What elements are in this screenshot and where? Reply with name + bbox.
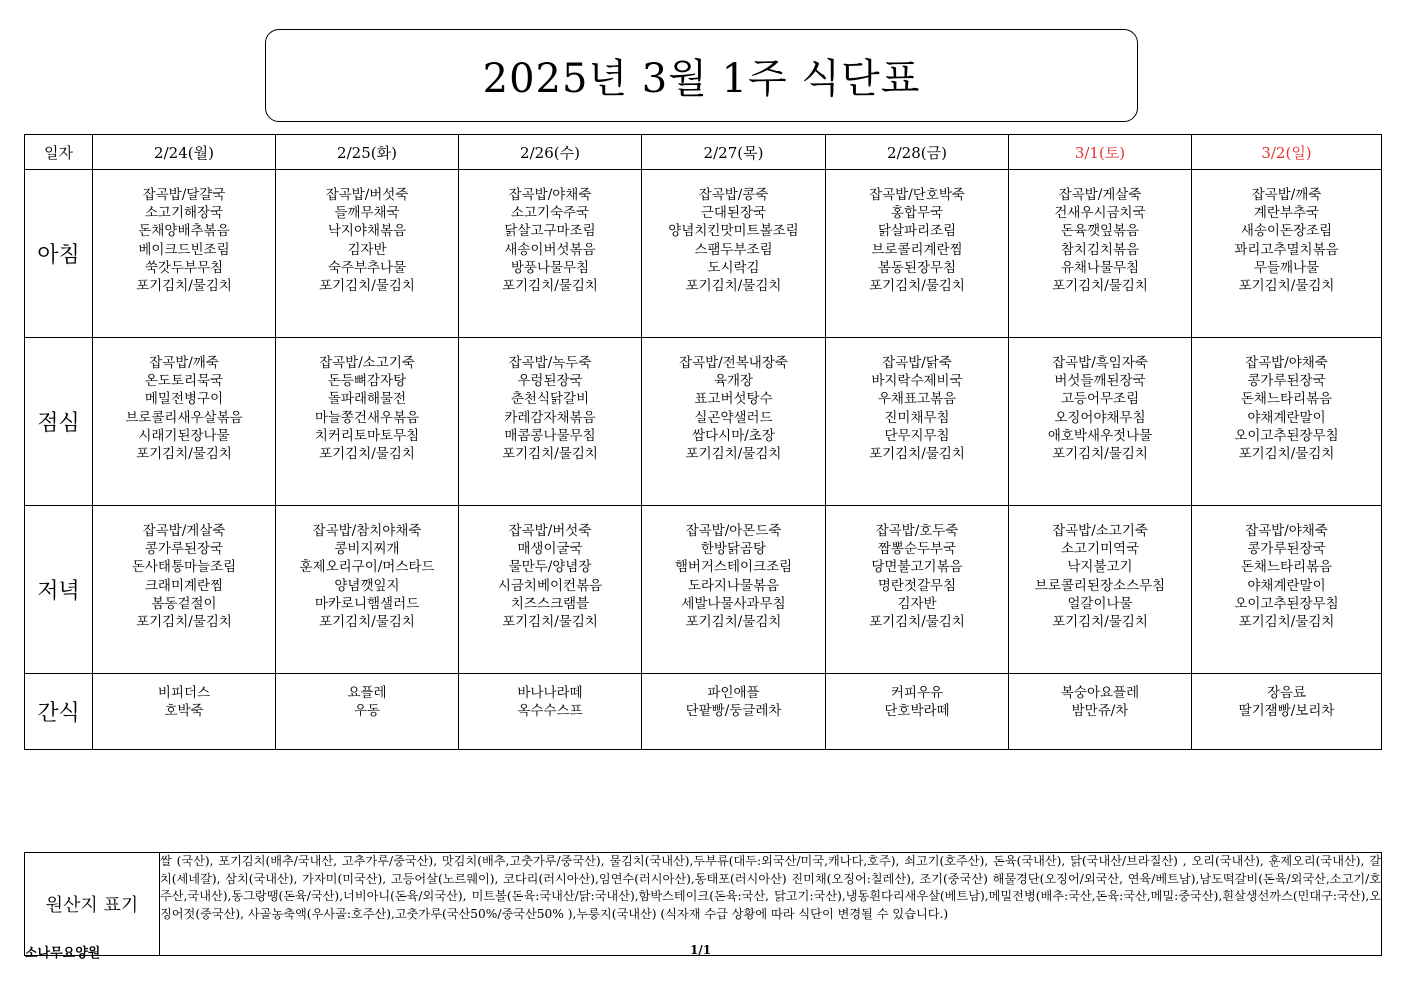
menu-item: 잡곡밥/깨죽 xyxy=(1251,187,1322,203)
header-row xyxy=(25,135,1382,170)
date-header-label: 일자 xyxy=(25,135,93,170)
menu-item: 포기김치/물김치 xyxy=(319,446,415,463)
snack-item: 단호박라떼 xyxy=(884,703,950,720)
menu-cell xyxy=(1009,170,1192,338)
menu-item: 잡곡밥/녹두죽 xyxy=(508,355,592,371)
menu-item: 잡곡밥/게살죽 xyxy=(142,523,226,539)
day-header: 2/26(수) xyxy=(459,135,642,170)
menu-cell xyxy=(642,338,826,506)
menu-item: 얼갈이나물 xyxy=(1067,595,1133,612)
menu-item: 물만두/양념장 xyxy=(508,559,592,576)
menu-item: 잡곡밥/참치야채죽 xyxy=(312,523,422,539)
menu-cell xyxy=(826,338,1009,506)
snack-cell xyxy=(276,674,459,750)
menu-item: 포기김치/물김치 xyxy=(502,446,598,463)
menu-cell xyxy=(1192,338,1382,506)
menu-item: 돈채양배추볶음 xyxy=(138,223,230,240)
menu-item: 소고기숙주국 xyxy=(510,205,590,222)
meal-row xyxy=(25,170,1382,338)
menu-item: 숙주부추나물 xyxy=(327,259,407,276)
snack-cell xyxy=(642,674,826,750)
menu-item: 잡곡밥/야채죽 xyxy=(1245,355,1328,371)
menu-item: 김자반 xyxy=(897,595,937,612)
menu-item: 포기김치/물김치 xyxy=(685,278,782,295)
snack-cell xyxy=(93,674,276,750)
menu-item: 잡곡밥/야채죽 xyxy=(508,187,592,203)
day-header: 3/1(토) xyxy=(1009,135,1192,170)
menu-item: 쌈다시마/초장 xyxy=(692,427,775,444)
menu-item: 우채표고볶음 xyxy=(877,391,957,408)
menu-item: 바지락수제비국 xyxy=(871,373,963,390)
menu-item: 돈사태통마늘조림 xyxy=(131,559,237,576)
menu-item: 베이크드빈조림 xyxy=(138,241,230,258)
origin-text: 쌀 (국산), 포기김치(배추/국내산, 고추가루/중국산), 맛김치(배추,고춧가루/중국산), 물김치(국내산),두부류(대두:외국산/미국,캐나다,호주), 쇠고기(호주산), 돈육(국내산), 닭(국내산/브라질산) , 오리(국내산), 훈제오리(국내산), 갈치(세네갈), 삼치(국내산), 가자미(미국산), 고등어살(노르웨이), 코다리(러시아산),임연수(러시아산),동태포(러시아산) 진미채(오징어:칠레산), 조기(중국산) 해물경단(오징어/외국산, 연육/베트남),남도떡갈비(돈육/외국산,소고기/호주산,국내산),동그랑땡(돈육/국산),너비아니(돈육/외국산), 미트볼(돈육:국내산/닭:국내산),함박스테이크(돈육:국산, 닭고기:국산),냉동흰다리새우살(베트남),메밀전병(배추:국산,돈육:국산,메밀:중국산),흰살생선까스(민대구:국산),오징어젓(중국산), 사골농축액(우사골:호주산),고춧가루(국산50%/중국산50% ),누룽지(국내산) (식자재 수급 상황에 따라 식단이 변경될 수 있습니다.) xyxy=(160,853,1382,956)
menu-item: 방풍나물무침 xyxy=(510,259,590,276)
menu-item: 도라지나물볶음 xyxy=(687,577,780,594)
meal-label: 아침 xyxy=(25,170,93,338)
menu-item: 포기김치/물김치 xyxy=(319,614,415,631)
snack-item: 비피더스 xyxy=(157,685,211,701)
menu-item: 치커리토마토무침 xyxy=(314,427,420,444)
snack-item: 장음료 xyxy=(1266,685,1307,701)
menu-item: 포기김치/물김치 xyxy=(319,278,415,295)
menu-item: 매생이굴국 xyxy=(517,541,583,558)
menu-item: 브로콜리새우살볶음 xyxy=(125,409,243,426)
menu-item: 잡곡밥/콩죽 xyxy=(698,187,769,203)
menu-item: 닭살고구마조림 xyxy=(504,223,596,240)
menu-item: 마카로니햄샐러드 xyxy=(314,595,420,612)
menu-item: 오이고추된장무침 xyxy=(1234,595,1339,612)
snack-label: 간식 xyxy=(25,674,93,750)
menu-item: 봄동겉절이 xyxy=(151,595,217,612)
menu-item: 단무지무침 xyxy=(884,427,950,444)
menu-cell xyxy=(1009,506,1192,674)
menu-item: 잡곡밥/버섯죽 xyxy=(325,187,409,203)
menu-item: 건새우시금치국 xyxy=(1054,205,1146,222)
title-box xyxy=(265,29,1138,122)
menu-item: 낙지불고기 xyxy=(1067,559,1133,576)
snack-item: 복숭아요플레 xyxy=(1060,685,1140,701)
menu-cell xyxy=(459,506,642,674)
menu-item: 매콤콩나물무침 xyxy=(504,427,596,444)
snack-item: 딸기잼빵/보리차 xyxy=(1238,703,1335,720)
meal-row xyxy=(25,338,1382,506)
day-header: 2/28(금) xyxy=(826,135,1009,170)
menu-item: 닭살파리조림 xyxy=(877,223,957,240)
menu-cell xyxy=(276,170,459,338)
menu-item: 표고버섯탕수 xyxy=(694,391,773,408)
footer-page-number: 1/1 xyxy=(690,943,712,957)
menu-item: 오이고추된장무침 xyxy=(1234,427,1339,444)
menu-cell xyxy=(826,506,1009,674)
meal-plan-table xyxy=(24,134,1382,750)
meal-row xyxy=(25,506,1382,674)
snack-item: 옥수수스프 xyxy=(517,703,583,720)
menu-item: 스팸두부조림 xyxy=(694,241,773,258)
menu-item: 새송이버섯볶음 xyxy=(504,241,596,258)
menu-item: 봄동된장무침 xyxy=(877,259,957,276)
menu-item: 양념깻잎지 xyxy=(334,577,400,594)
footer-org-name: 소나무요양원 xyxy=(25,946,101,961)
menu-item: 포기김치/물김치 xyxy=(869,446,965,463)
menu-item: 브로콜리된장소스무침 xyxy=(1034,577,1166,594)
snack-cell xyxy=(459,674,642,750)
menu-item: 꽈리고추멸치볶음 xyxy=(1234,241,1339,258)
snack-cell xyxy=(826,674,1009,750)
menu-item: 소고기미역국 xyxy=(1060,541,1140,558)
menu-item: 쑥갓두부무침 xyxy=(144,259,224,276)
menu-item: 무들깨나물 xyxy=(1253,259,1320,276)
menu-item: 진미채무침 xyxy=(884,409,950,426)
snack-row xyxy=(25,674,1382,750)
menu-item: 잡곡밥/닭죽 xyxy=(882,355,952,371)
menu-item: 포기김치/물김치 xyxy=(869,278,965,295)
menu-item: 포기김치/물김치 xyxy=(136,446,232,463)
menu-item: 짬뽕순두부국 xyxy=(877,541,957,558)
menu-item: 콩가루된장국 xyxy=(1247,373,1326,390)
menu-cell xyxy=(1009,338,1192,506)
snack-item: 요플레 xyxy=(347,685,387,701)
menu-item: 포기김치/물김치 xyxy=(1052,446,1148,463)
menu-item: 메밀전병구이 xyxy=(144,391,224,408)
menu-item: 브로콜리계란찜 xyxy=(871,241,963,258)
menu-cell xyxy=(642,170,826,338)
origin-label: 원산지 표기 xyxy=(25,853,160,956)
menu-item: 양념치킨맛미트볼조림 xyxy=(668,223,799,240)
snack-item: 단팥빵/둥글레차 xyxy=(685,703,782,720)
menu-item: 명란젓갈무침 xyxy=(877,577,957,594)
menu-item: 세발나물사과무침 xyxy=(681,595,786,612)
menu-item: 야채계란말이 xyxy=(1247,577,1326,594)
menu-item: 치즈스크램블 xyxy=(510,595,590,612)
menu-item: 포기김치/물김치 xyxy=(685,446,782,463)
menu-item: 포기김치/물김치 xyxy=(1052,278,1148,295)
menu-cell xyxy=(93,506,276,674)
snack-item: 파인애플 xyxy=(707,685,760,701)
menu-item: 잡곡밥/흑임자죽 xyxy=(1052,355,1148,371)
menu-item: 잡곡밥/소고기죽 xyxy=(319,355,415,371)
menu-item: 계란부추국 xyxy=(1253,205,1320,222)
menu-item: 포기김치/물김치 xyxy=(685,614,782,631)
menu-item: 햄버거스테이크조림 xyxy=(674,559,793,576)
menu-cell xyxy=(276,338,459,506)
menu-item: 잡곡밥/아몬드죽 xyxy=(685,523,782,539)
menu-item: 잡곡밥/전복내장죽 xyxy=(679,355,788,371)
menu-item: 당면불고기볶음 xyxy=(871,559,963,576)
snack-item: 호박죽 xyxy=(164,703,204,720)
meal-label: 저녁 xyxy=(25,506,93,674)
menu-item: 잡곡밥/단호박죽 xyxy=(869,187,965,203)
menu-item: 시금치베이컨볶음 xyxy=(497,577,603,594)
menu-cell xyxy=(93,338,276,506)
snack-item: 커피우유 xyxy=(890,685,944,701)
menu-item: 포기김치/물김치 xyxy=(136,278,232,295)
menu-item: 들깨무채국 xyxy=(334,205,400,222)
menu-item: 포기김치/물김치 xyxy=(869,614,965,631)
menu-item: 유채나물무침 xyxy=(1060,259,1140,276)
menu-item: 콩비지찌개 xyxy=(334,541,400,558)
menu-cell xyxy=(1192,170,1382,338)
menu-item: 포기김치/물김치 xyxy=(1238,278,1335,295)
menu-item: 실곤약샐러드 xyxy=(694,409,773,426)
menu-item: 콩가루된장국 xyxy=(1247,541,1326,558)
menu-item: 홍합무국 xyxy=(890,205,944,222)
snack-item: 우동 xyxy=(353,703,381,720)
menu-item: 마늘쫑건새우볶음 xyxy=(314,409,420,426)
menu-item: 고등어무조림 xyxy=(1060,391,1140,408)
menu-item: 낙지야채볶음 xyxy=(327,223,407,240)
menu-item: 잡곡밥/달걀국 xyxy=(142,187,226,203)
origin-row xyxy=(25,853,1382,956)
menu-item: 포기김치/물김치 xyxy=(502,614,598,631)
snack-item: 바나나라떼 xyxy=(517,685,583,701)
menu-item: 훈제오리구이/머스타드 xyxy=(299,559,435,576)
menu-item: 도시락김 xyxy=(707,259,760,276)
menu-item: 잡곡밥/야채죽 xyxy=(1245,523,1328,539)
meal-label: 점심 xyxy=(25,338,93,506)
menu-item: 돈채느타리볶음 xyxy=(1240,391,1333,408)
menu-item: 우렁된장국 xyxy=(517,373,583,390)
menu-item: 포기김치/물김치 xyxy=(1052,614,1148,631)
snack-item: 밤만쥬/차 xyxy=(1071,703,1129,720)
page-title: 2025년 3월 1주 식단표 xyxy=(482,56,921,102)
day-header: 2/27(목) xyxy=(642,135,826,170)
menu-item: 포기김치/물김치 xyxy=(502,278,598,295)
menu-item: 포기김치/물김치 xyxy=(1238,446,1335,463)
menu-item: 시래기된장나물 xyxy=(138,427,230,444)
menu-item: 포기김치/물김치 xyxy=(1238,614,1335,631)
snack-cell xyxy=(1009,674,1192,750)
menu-item: 잡곡밥/소고기죽 xyxy=(1052,523,1148,539)
menu-item: 한방닭곰탕 xyxy=(700,541,767,558)
day-header: 2/25(화) xyxy=(276,135,459,170)
menu-cell xyxy=(459,338,642,506)
menu-item: 잡곡밥/깨죽 xyxy=(149,355,219,371)
menu-item: 육개장 xyxy=(713,373,754,390)
menu-item: 포기김치/물김치 xyxy=(136,614,232,631)
menu-cell xyxy=(276,506,459,674)
menu-cell xyxy=(1192,506,1382,674)
menu-item: 소고기해장국 xyxy=(144,205,224,222)
menu-item: 근대된장국 xyxy=(700,205,767,222)
menu-item: 버섯들깨된장국 xyxy=(1054,373,1146,390)
menu-item: 카레감자채볶음 xyxy=(504,409,596,426)
menu-item: 콩가루된장국 xyxy=(144,541,224,558)
menu-item: 잡곡밥/게살죽 xyxy=(1058,187,1142,203)
menu-item: 잡곡밥/버섯죽 xyxy=(508,523,592,539)
menu-item: 춘천식닭갈비 xyxy=(510,391,590,408)
menu-item: 애호박새우젓나물 xyxy=(1047,427,1153,444)
menu-item: 돈육깻잎볶음 xyxy=(1060,223,1140,240)
menu-item: 돈채느타리볶음 xyxy=(1240,559,1333,576)
menu-item: 오징어야채무침 xyxy=(1054,409,1146,426)
day-header: 2/24(월) xyxy=(93,135,276,170)
menu-cell xyxy=(459,170,642,338)
day-header: 3/2(일) xyxy=(1192,135,1382,170)
menu-item: 잡곡밥/호두죽 xyxy=(875,523,959,539)
menu-item: 새송이돈장조림 xyxy=(1240,223,1333,240)
menu-cell xyxy=(93,170,276,338)
menu-item: 크래미계란찜 xyxy=(144,577,224,594)
menu-item: 돌파래해물전 xyxy=(327,391,407,408)
menu-cell xyxy=(642,506,826,674)
menu-item: 야채계란말이 xyxy=(1247,409,1326,426)
menu-item: 온도토리묵국 xyxy=(144,373,224,390)
origin-table xyxy=(24,852,1382,956)
menu-item: 돈등뼈감자탕 xyxy=(327,373,407,390)
menu-item: 김자반 xyxy=(347,241,387,258)
menu-cell xyxy=(826,170,1009,338)
menu-item: 참치김치볶음 xyxy=(1060,241,1140,258)
snack-cell xyxy=(1192,674,1382,750)
